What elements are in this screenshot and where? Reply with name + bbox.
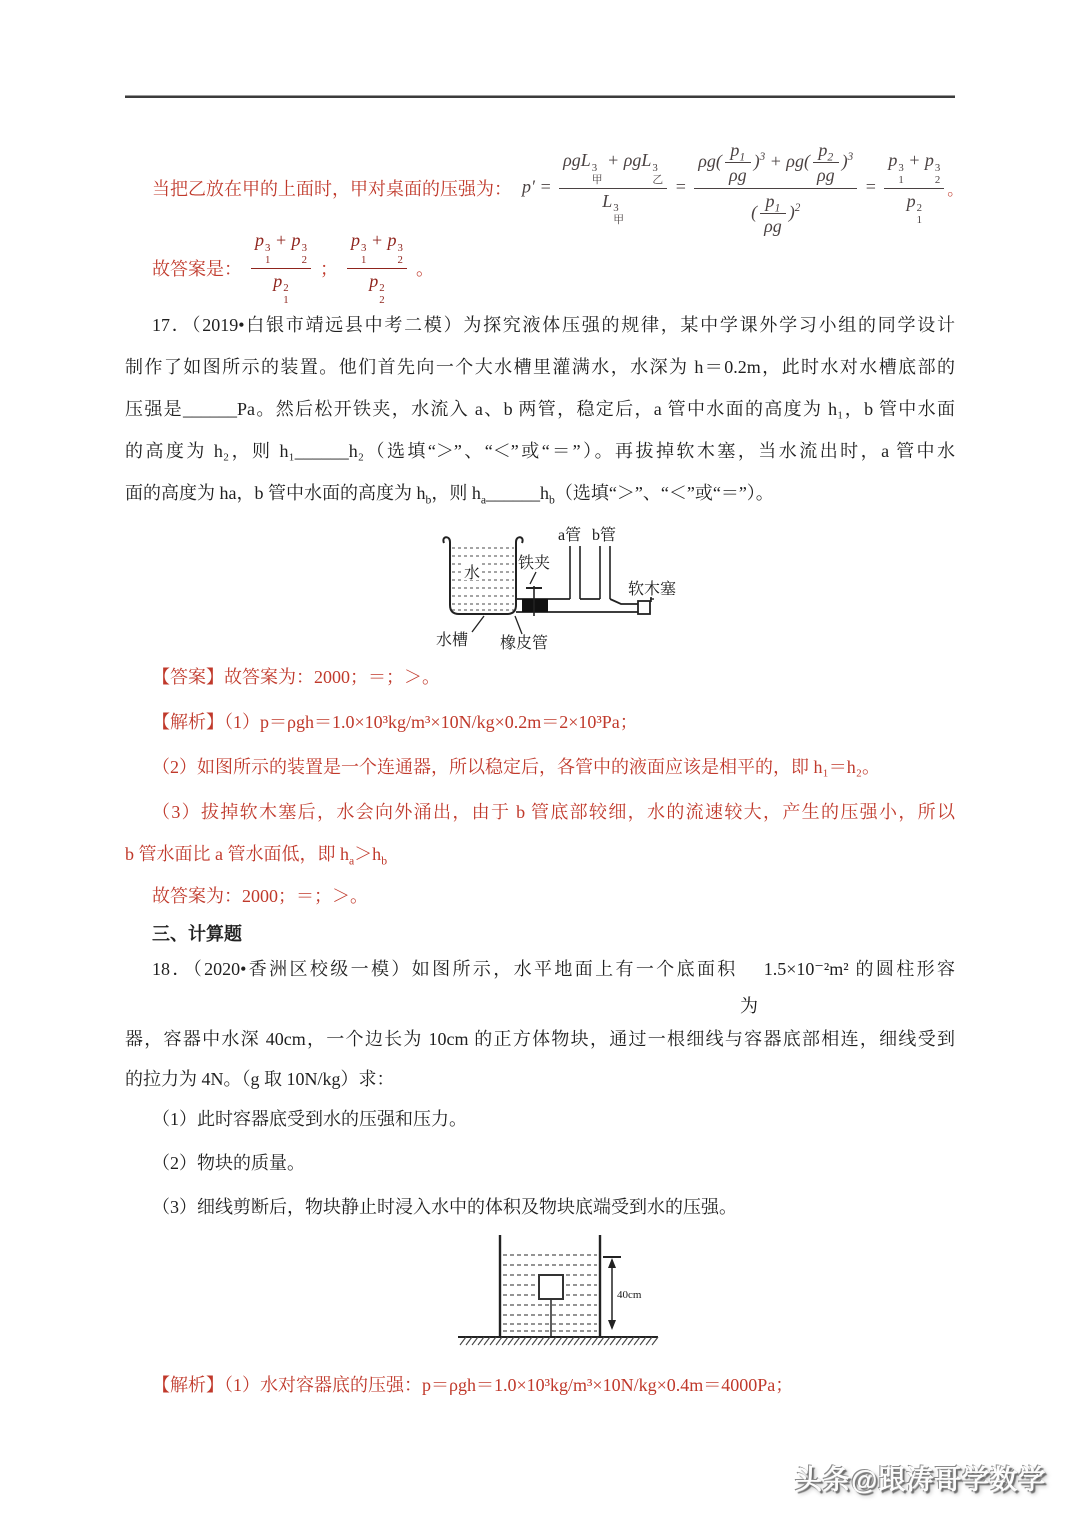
q17-line-5: 面的高度为 ha，b 管中水面的高度为 $h_b$，则 $h_a\_\_\_\_\_\_h_b$（选填“＞”、“＜”或“＝”）。 xyxy=(125,483,774,507)
tube-a-label: a管 xyxy=(558,527,582,544)
tank-pointer xyxy=(472,616,484,632)
stopper-label: 软木塞 xyxy=(628,581,677,598)
formula-period: 。 xyxy=(947,181,964,199)
q17-analysis-3a: （3）拔掉软木塞后，水会向外涌出，由于 b 管底部较细，水的流速较大，产生的压强小，所以 xyxy=(152,802,955,822)
q17-answer-line: 【答案】故答案为：2000；＝；＞。 xyxy=(152,667,440,687)
q17-line-3: 压强是______Pa。然后松开铁夹，水流入 a、b 两管，稳定后，a 管中水面的高度为 h₁，b 管中水面 xyxy=(125,399,955,419)
section-heading: 三、计算题 xyxy=(152,924,242,944)
q18-analysis-line: 【解析】（1）水对容器底的压强：p＝ρgh＝1.0×10³kg/m³×10N/kg×0.4m＝4000Pa； xyxy=(152,1375,794,1395)
q18-line-1b: 1.5×10⁻²m² 的圆柱形容 xyxy=(763,959,955,979)
q18-line-2: 器，容器中水深 40cm，一个边长为 10cm 的正方体物块，通过一根细线与容器底部相连，细线受到 xyxy=(125,1029,955,1049)
q18-line-1 xyxy=(125,954,955,984)
stopper xyxy=(638,597,654,614)
answer-separator: ； xyxy=(319,259,338,279)
q18-item-3: （3）细线剪断后，物块静止时浸入水中的体积及物块底端受到水的压强。 xyxy=(152,1197,737,1217)
water-stipple xyxy=(452,548,514,610)
cube-block xyxy=(539,1275,563,1299)
dimension-label: 40cm xyxy=(617,1289,642,1301)
solution16-answer-row xyxy=(152,229,434,307)
q18-line-3: 的拉力为 4N。（g 取 10N/kg）求： xyxy=(125,1069,395,1089)
rubber-label: 橡皮管 xyxy=(500,635,549,652)
q17-analysis-1: 【解析】（1）p＝ρgh＝1.0×10³kg/m³×10N/kg×0.2m＝2×10³Pa； xyxy=(152,712,638,732)
answer-fraction-2: p 3 1 + p 3 2 p 2 2 xyxy=(344,229,410,307)
rubber-pointer xyxy=(515,616,522,634)
answer-end: 。 xyxy=(415,259,434,279)
q17-analysis-2: （2）如图所示的装置是一个连通器，所以稳定后，各管中的液面应该是相平的，即 h₁＝h₂。 xyxy=(152,757,881,777)
solution16-intro: 当把乙放在甲的上面时，甲对桌面的压强为： xyxy=(152,179,512,199)
q18-item-2: （2）物块的质量。 xyxy=(152,1153,305,1173)
tube-b xyxy=(600,546,610,599)
pressure-formula: p′ = ρgL 3 甲 + ρgL 3 乙 L 3 甲 = ρg( $\frac{p_1}{\rho g}$ )$^3$ + ρg( $\frac{p_2}{\rho g}$ )$^3$ ( $\frac{p_1}{\rho g}$ )$^2$ = p 3 1 + p 3 2 p 2 1 xyxy=(522,139,947,238)
rubber-tube-segment xyxy=(522,599,548,612)
tank-label: 水槽 xyxy=(436,632,469,649)
q18-item-1: （1）此时容器底受到水的压强和压力。 xyxy=(152,1109,467,1129)
header-rule xyxy=(125,95,955,98)
clamp-label: 铁夹 xyxy=(518,555,551,572)
q17-line-4: 的高度为 h₂，则 h₁______h₂（选填“＞”、“＜”或“＝”）。再拔掉软木塞，当水流出时，a 管中水 xyxy=(125,441,955,461)
q18-stray-char: 为 xyxy=(740,996,758,1016)
answer-fraction-1: p 3 1 + p 3 2 p 2 1 xyxy=(248,229,314,307)
container-diagram xyxy=(440,1227,680,1367)
q17-line-1: 17．（2019•白银市靖远县中考二模）为探究液体压强的规律，某中学课外学习小组的同学设计 xyxy=(152,315,955,335)
ground-hatching xyxy=(460,1337,658,1345)
q17-line-2: 制作了如图所示的装置。他们首先向一个大水槽里灌满水，水深为 h＝0.2m，此时水对水槽底部的 xyxy=(125,357,955,377)
water-label: 水 xyxy=(464,565,481,582)
q18-line-1a: 18．（2020•香洲区校级一模）如图所示，水平地面上有一个底面积 xyxy=(152,959,738,979)
tube-a xyxy=(570,546,580,599)
solution16-block xyxy=(152,138,962,238)
tube-b-label: b管 xyxy=(592,527,617,544)
q17-final-answer: 故答案为：2000；＝；＞。 xyxy=(152,886,368,906)
apparatus-diagram xyxy=(430,512,730,662)
clamp-pointer xyxy=(530,572,536,584)
answer-label: 故答案是： xyxy=(152,259,242,279)
q17-analysis-3b: b 管水面比 a 管水面低，即 $h_a>h_b$ xyxy=(125,844,388,868)
water-tank xyxy=(443,537,522,614)
watermark: 头条@跟涛哥学数学 xyxy=(795,1465,1047,1495)
